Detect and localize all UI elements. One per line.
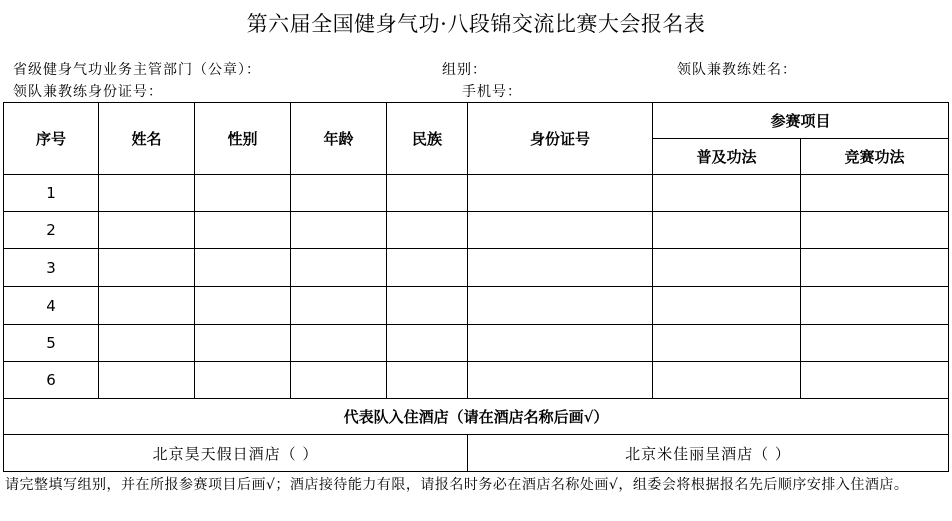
table-row bbox=[4, 287, 949, 325]
hotel-option-haotian[interactable]: 北京昊天假日酒店（ ） bbox=[4, 435, 468, 472]
cell-age[interactable] bbox=[291, 287, 387, 325]
header-name: 姓名 bbox=[99, 103, 195, 175]
cell-age[interactable] bbox=[291, 362, 387, 399]
cell-popular[interactable] bbox=[653, 287, 801, 325]
cell-age[interactable] bbox=[291, 325, 387, 362]
cell-popular[interactable] bbox=[653, 325, 801, 362]
group-label: 组别： bbox=[442, 62, 487, 78]
cell-ethnicity[interactable] bbox=[387, 287, 468, 325]
cell-name[interactable] bbox=[99, 287, 195, 325]
hotel-header-row bbox=[4, 399, 949, 435]
cell-gender[interactable] bbox=[195, 249, 291, 287]
row-seq: 3 bbox=[4, 249, 99, 287]
cell-gender[interactable] bbox=[195, 325, 291, 362]
phone-label: 手机号： bbox=[462, 84, 522, 100]
footnote: 请完整填写组别，并在所报参赛项目后画√；酒店接待能力有限，请报名时务必在酒店名称处画√，组委会将根据报名先后顺序安排入住酒店。 bbox=[5, 477, 909, 493]
cell-age[interactable] bbox=[291, 212, 387, 249]
header-popular: 普及功法 bbox=[653, 139, 801, 175]
cell-name[interactable] bbox=[99, 249, 195, 287]
cell-ethnicity[interactable] bbox=[387, 362, 468, 399]
cell-gender[interactable] bbox=[195, 287, 291, 325]
hotel-header: 代表队入住酒店（请在酒店名称后画√） bbox=[4, 399, 949, 435]
cell-ethnicity[interactable] bbox=[387, 212, 468, 249]
table-row bbox=[4, 325, 949, 362]
cell-id-number[interactable] bbox=[468, 212, 653, 249]
cell-gender[interactable] bbox=[195, 175, 291, 212]
cell-id-number[interactable] bbox=[468, 362, 653, 399]
cell-competitive[interactable] bbox=[801, 362, 949, 399]
header-events: 参赛项目 bbox=[653, 103, 949, 139]
leader-id-label: 领队兼教练身份证号： bbox=[13, 84, 163, 100]
cell-popular[interactable] bbox=[653, 175, 801, 212]
header-gender: 性别 bbox=[195, 103, 291, 175]
cell-competitive[interactable] bbox=[801, 325, 949, 362]
cell-id-number[interactable] bbox=[468, 175, 653, 212]
table-row bbox=[4, 175, 949, 212]
cell-gender[interactable] bbox=[195, 362, 291, 399]
table-row bbox=[4, 249, 949, 287]
header-seq: 序号 bbox=[4, 103, 99, 175]
row-seq: 5 bbox=[4, 325, 99, 362]
cell-age[interactable] bbox=[291, 249, 387, 287]
row-seq: 6 bbox=[4, 362, 99, 399]
cell-gender[interactable] bbox=[195, 212, 291, 249]
header-id-number: 身份证号 bbox=[468, 103, 653, 175]
department-label: 省级健身气功业务主管部门（公章）： bbox=[13, 62, 261, 78]
header-ethnicity: 民族 bbox=[387, 103, 468, 175]
leader-name-label: 领队兼教练姓名： bbox=[677, 62, 797, 78]
registration-table bbox=[3, 102, 949, 472]
header-age: 年龄 bbox=[291, 103, 387, 175]
cell-competitive[interactable] bbox=[801, 212, 949, 249]
cell-name[interactable] bbox=[99, 212, 195, 249]
cell-popular[interactable] bbox=[653, 362, 801, 399]
hotel-row bbox=[4, 435, 949, 472]
cell-id-number[interactable] bbox=[468, 325, 653, 362]
cell-competitive[interactable] bbox=[801, 249, 949, 287]
table-row bbox=[4, 212, 949, 249]
row-seq: 1 bbox=[4, 175, 99, 212]
row-seq: 4 bbox=[4, 287, 99, 325]
cell-id-number[interactable] bbox=[468, 249, 653, 287]
cell-popular[interactable] bbox=[653, 212, 801, 249]
form-title: 第六届全国健身气功·八段锦交流比赛大会报名表 bbox=[246, 12, 706, 36]
cell-ethnicity[interactable] bbox=[387, 175, 468, 212]
header-row bbox=[4, 103, 949, 139]
cell-age[interactable] bbox=[291, 175, 387, 212]
header-competitive: 竞赛功法 bbox=[801, 139, 949, 175]
cell-competitive[interactable] bbox=[801, 287, 949, 325]
row-seq: 2 bbox=[4, 212, 99, 249]
cell-name[interactable] bbox=[99, 175, 195, 212]
cell-popular[interactable] bbox=[653, 249, 801, 287]
cell-name[interactable] bbox=[99, 325, 195, 362]
cell-ethnicity[interactable] bbox=[387, 249, 468, 287]
hotel-option-mijia[interactable]: 北京米佳丽呈酒店（ ） bbox=[468, 435, 949, 472]
cell-id-number[interactable] bbox=[468, 287, 653, 325]
cell-name[interactable] bbox=[99, 362, 195, 399]
cell-competitive[interactable] bbox=[801, 175, 949, 212]
cell-ethnicity[interactable] bbox=[387, 325, 468, 362]
table-row bbox=[4, 362, 949, 399]
